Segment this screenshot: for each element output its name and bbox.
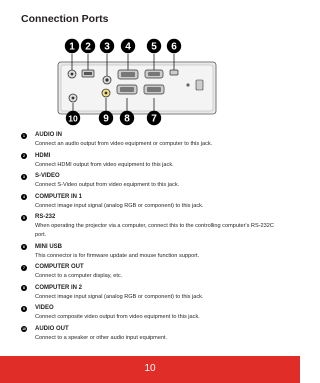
port-description: When operating the projector via a computer, connect this to the controlling computer's RS-232C port. — [35, 223, 274, 238]
callout-2 — [81, 39, 95, 53]
port-item-computer-in-2 — [21, 284, 286, 302]
page-title: Connection Ports — [21, 13, 109, 25]
callout-6 — [167, 39, 181, 53]
port-description: Connect S-Video output from video equipment to this jack. — [35, 182, 180, 189]
port-item-mini-usb — [21, 243, 286, 261]
svg-text:7: 7 — [151, 113, 157, 125]
port-description: Connect image input signal (analog RGB or component) to this jack. — [35, 202, 204, 209]
callout-10 — [66, 111, 80, 125]
port-number: 1 — [21, 133, 27, 139]
callout-8 — [120, 111, 134, 125]
port-item-audio-out — [21, 325, 286, 343]
port-name: AUDIO IN — [35, 132, 62, 138]
port-description: Connect to a computer display, etc. — [35, 273, 123, 280]
port-number: 5 — [21, 215, 27, 221]
callout-7 — [147, 111, 161, 125]
port-number: 6 — [21, 244, 27, 250]
callout-5 — [147, 39, 161, 53]
port-number: 10 — [22, 327, 26, 332]
svg-text:6: 6 — [171, 41, 177, 53]
port-name: HDMI — [35, 152, 51, 159]
port-name: VIDEO — [35, 305, 54, 312]
svg-text:5: 5 — [151, 41, 157, 53]
page-number: 10 — [144, 363, 156, 374]
port-number: 2 — [21, 153, 27, 159]
callout-1 — [65, 39, 79, 53]
rear-panel-diagram — [0, 0, 300, 130]
svg-text:1: 1 — [69, 41, 75, 53]
svg-text:2: 2 — [85, 41, 91, 53]
port-name: COMPUTER OUT — [35, 264, 84, 271]
port-name: COMPUTER IN 2 — [35, 284, 83, 291]
port-name: MINI USB — [35, 243, 62, 250]
power-socket — [196, 80, 203, 90]
port-description: Connect composite video output from video equipment to this jack. — [35, 314, 200, 321]
port-item-computer-out — [21, 263, 286, 281]
svg-text:10: 10 — [68, 113, 78, 124]
port-item-video — [21, 304, 286, 322]
port-list — [21, 131, 286, 346]
port-name: RS-232 — [35, 214, 56, 221]
port-item-audio-in — [21, 131, 286, 149]
port-number: 3 — [21, 174, 27, 180]
port-number: 4 — [21, 194, 27, 200]
port-name: COMPUTER IN 1 — [35, 193, 83, 200]
port-description: Connect HDMI output from video equipment to this jack. — [35, 161, 174, 168]
port-name: AUDIO OUT — [35, 325, 69, 332]
svg-text:8: 8 — [124, 113, 130, 125]
svg-text:9: 9 — [103, 113, 109, 125]
svg-text:4: 4 — [125, 41, 131, 53]
callout-3 — [100, 39, 114, 53]
port-name: S-VIDEO — [35, 173, 60, 180]
port-number: 9 — [21, 306, 27, 312]
port-number: 8 — [21, 285, 27, 291]
port-item-hdmi — [21, 152, 286, 170]
port-description: This connector is for firmware update and mouse function support. — [35, 252, 200, 259]
svg-text:3: 3 — [104, 41, 110, 53]
mini-usb-port — [170, 70, 178, 75]
port-description: Connect image input signal (analog RGB or component) to this jack. — [35, 293, 204, 300]
port-number: 7 — [21, 265, 27, 271]
port-item-rs-232 — [21, 213, 286, 239]
callout-9 — [99, 111, 113, 125]
port-description: Connect an audio output from video equipment or computer to this jack. — [35, 141, 213, 147]
callout-4 — [121, 39, 135, 53]
port-item-s-video — [21, 172, 286, 190]
security-slot — [186, 83, 189, 86]
port-item-computer-in-1 — [21, 193, 286, 211]
port-description: Connect to a speaker or other audio input equipment. — [35, 334, 168, 341]
